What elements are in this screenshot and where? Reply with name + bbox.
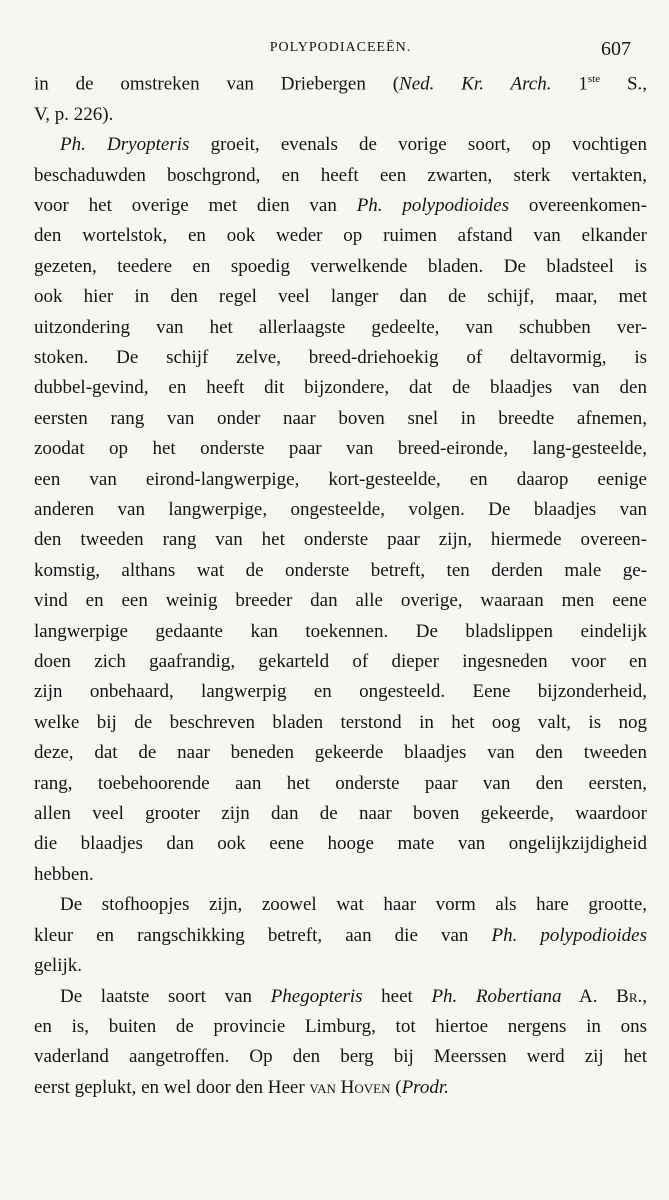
text-line: vind en een weinig breeder dan alle overige, waaraan men eene: [34, 590, 647, 612]
text-line: voor het overige met dien van Ph. polypodioides overeenkomen-: [34, 194, 647, 216]
text-line: hebben.: [34, 863, 94, 885]
page-number: 607: [601, 38, 631, 60]
text-line: gezeten, teedere en spoedig verwelkende bladen. De bladsteel is: [34, 255, 647, 277]
italic-text: Ph. polypodioides: [356, 194, 509, 216]
italic-text: Ned. Kr. Arch.: [399, 73, 552, 95]
paragraph: [34, 890, 647, 981]
text-line: allen veel grooter zijn dan de naar boven gekeerde, waardoor: [34, 803, 647, 825]
text-line: langwerpige gedaante kan toekennen. De bladslippen eindelijk: [34, 620, 647, 642]
text-line: den wortelstok, en ook weder op ruimen afstand van elkander: [34, 225, 647, 247]
text-line: V, p. 226).: [34, 103, 114, 125]
text-line: De laatste soort van Phegopteris heet Ph. Robertiana A. Br.,: [60, 985, 647, 1007]
text-line: rang, toebehoorende aan het onderste paar van den eersten,: [34, 772, 647, 794]
text-line: die blaadjes dan ook eene hooge mate van ongelijkzijdigheid: [34, 833, 647, 855]
paragraph: [34, 982, 647, 1104]
text-line: eerst geplukt, en wel door den Heer van Hoven (Prodr.: [34, 1076, 449, 1098]
text-line: stoken. De schijf zelve, breed-driehoekig of deltavormig, is: [34, 346, 647, 368]
text-line: dubbel-gevind, en heeft dit bijzondere, dat de blaadjes van den: [34, 377, 647, 399]
text-line: een van eirond-langwerpige, kort-gesteelde, en daarop eenige: [34, 468, 647, 490]
small-caps-text: van Hoven: [309, 1076, 391, 1098]
italic-text: Phegopteris: [270, 985, 363, 1007]
small-caps-text: Br.: [616, 985, 643, 1007]
text-line: eersten rang van onder naar boven snel in breedte afnemen,: [34, 407, 647, 429]
running-header: [34, 28, 647, 64]
text-line: kleur en rangschikking betreft, aan die van Ph. polypodioides: [34, 924, 647, 946]
text-line: zoodat op het onderste paar van breed-eironde, lang-gesteelde,: [34, 438, 647, 460]
text-line: en is, buiten de provincie Limburg, tot hiertoe nergens in ons: [34, 1015, 647, 1037]
text-line: De stofhoopjes zijn, zoowel wat haar vorm als hare grootte,: [60, 894, 647, 916]
text-line: komstig, althans wat de onderste betreft, ten derden male ge-: [34, 559, 647, 581]
text-line: zijn onbehaard, langwerpig en ongesteeld. Eene bijzonderheid,: [34, 681, 647, 703]
italic-text: Ph. Dryopteris: [60, 134, 190, 156]
text-line: Ph. Dryopteris groeit, evenals de vorige soort, op vochtigen: [60, 134, 647, 156]
text-line: den tweeden rang van het onderste paar zijn, hiermede overeen-: [34, 529, 647, 551]
text-line: ook hier in den regel veel langer dan de schijf, maar, met: [34, 286, 647, 308]
text-line: vaderland aangetroffen. Op den berg bij Meerssen werd zij het: [34, 1046, 647, 1068]
text-line: anderen van langwerpige, ongesteelde, volgen. De blaadjes van: [34, 499, 647, 521]
italic-text: Prodr.: [401, 1076, 449, 1098]
italic-text: Ph. Robertiana: [431, 985, 562, 1007]
text-line: gelijk.: [34, 955, 83, 977]
running-title: POLYPODIACEEËN.: [269, 40, 412, 55]
text-line: deze, dat de naar beneden gekeerde blaadjes van den tweeden: [34, 742, 647, 764]
text-line: welke bij de beschreven bladen terstond in het oog valt, is nog: [34, 711, 647, 733]
text-line: uitzondering van het allerlaagste gedeelte, van schubben ver-: [34, 316, 647, 338]
paragraph: [34, 130, 647, 890]
superscript: ste: [587, 73, 601, 85]
text-line: doen zich gaafrandig, gekarteld of dieper ingesneden voor en: [34, 651, 647, 673]
paragraph: [34, 64, 647, 130]
italic-text: Ph. polypodioides: [491, 924, 647, 946]
text-line: beschaduwden boschgrond, en heeft een zwarten, sterk vertakten,: [34, 164, 647, 186]
body-text: [34, 64, 647, 1103]
text-line: in de omstreken van Driebergen (Ned. Kr. Arch. 1ste S.,: [34, 73, 648, 95]
